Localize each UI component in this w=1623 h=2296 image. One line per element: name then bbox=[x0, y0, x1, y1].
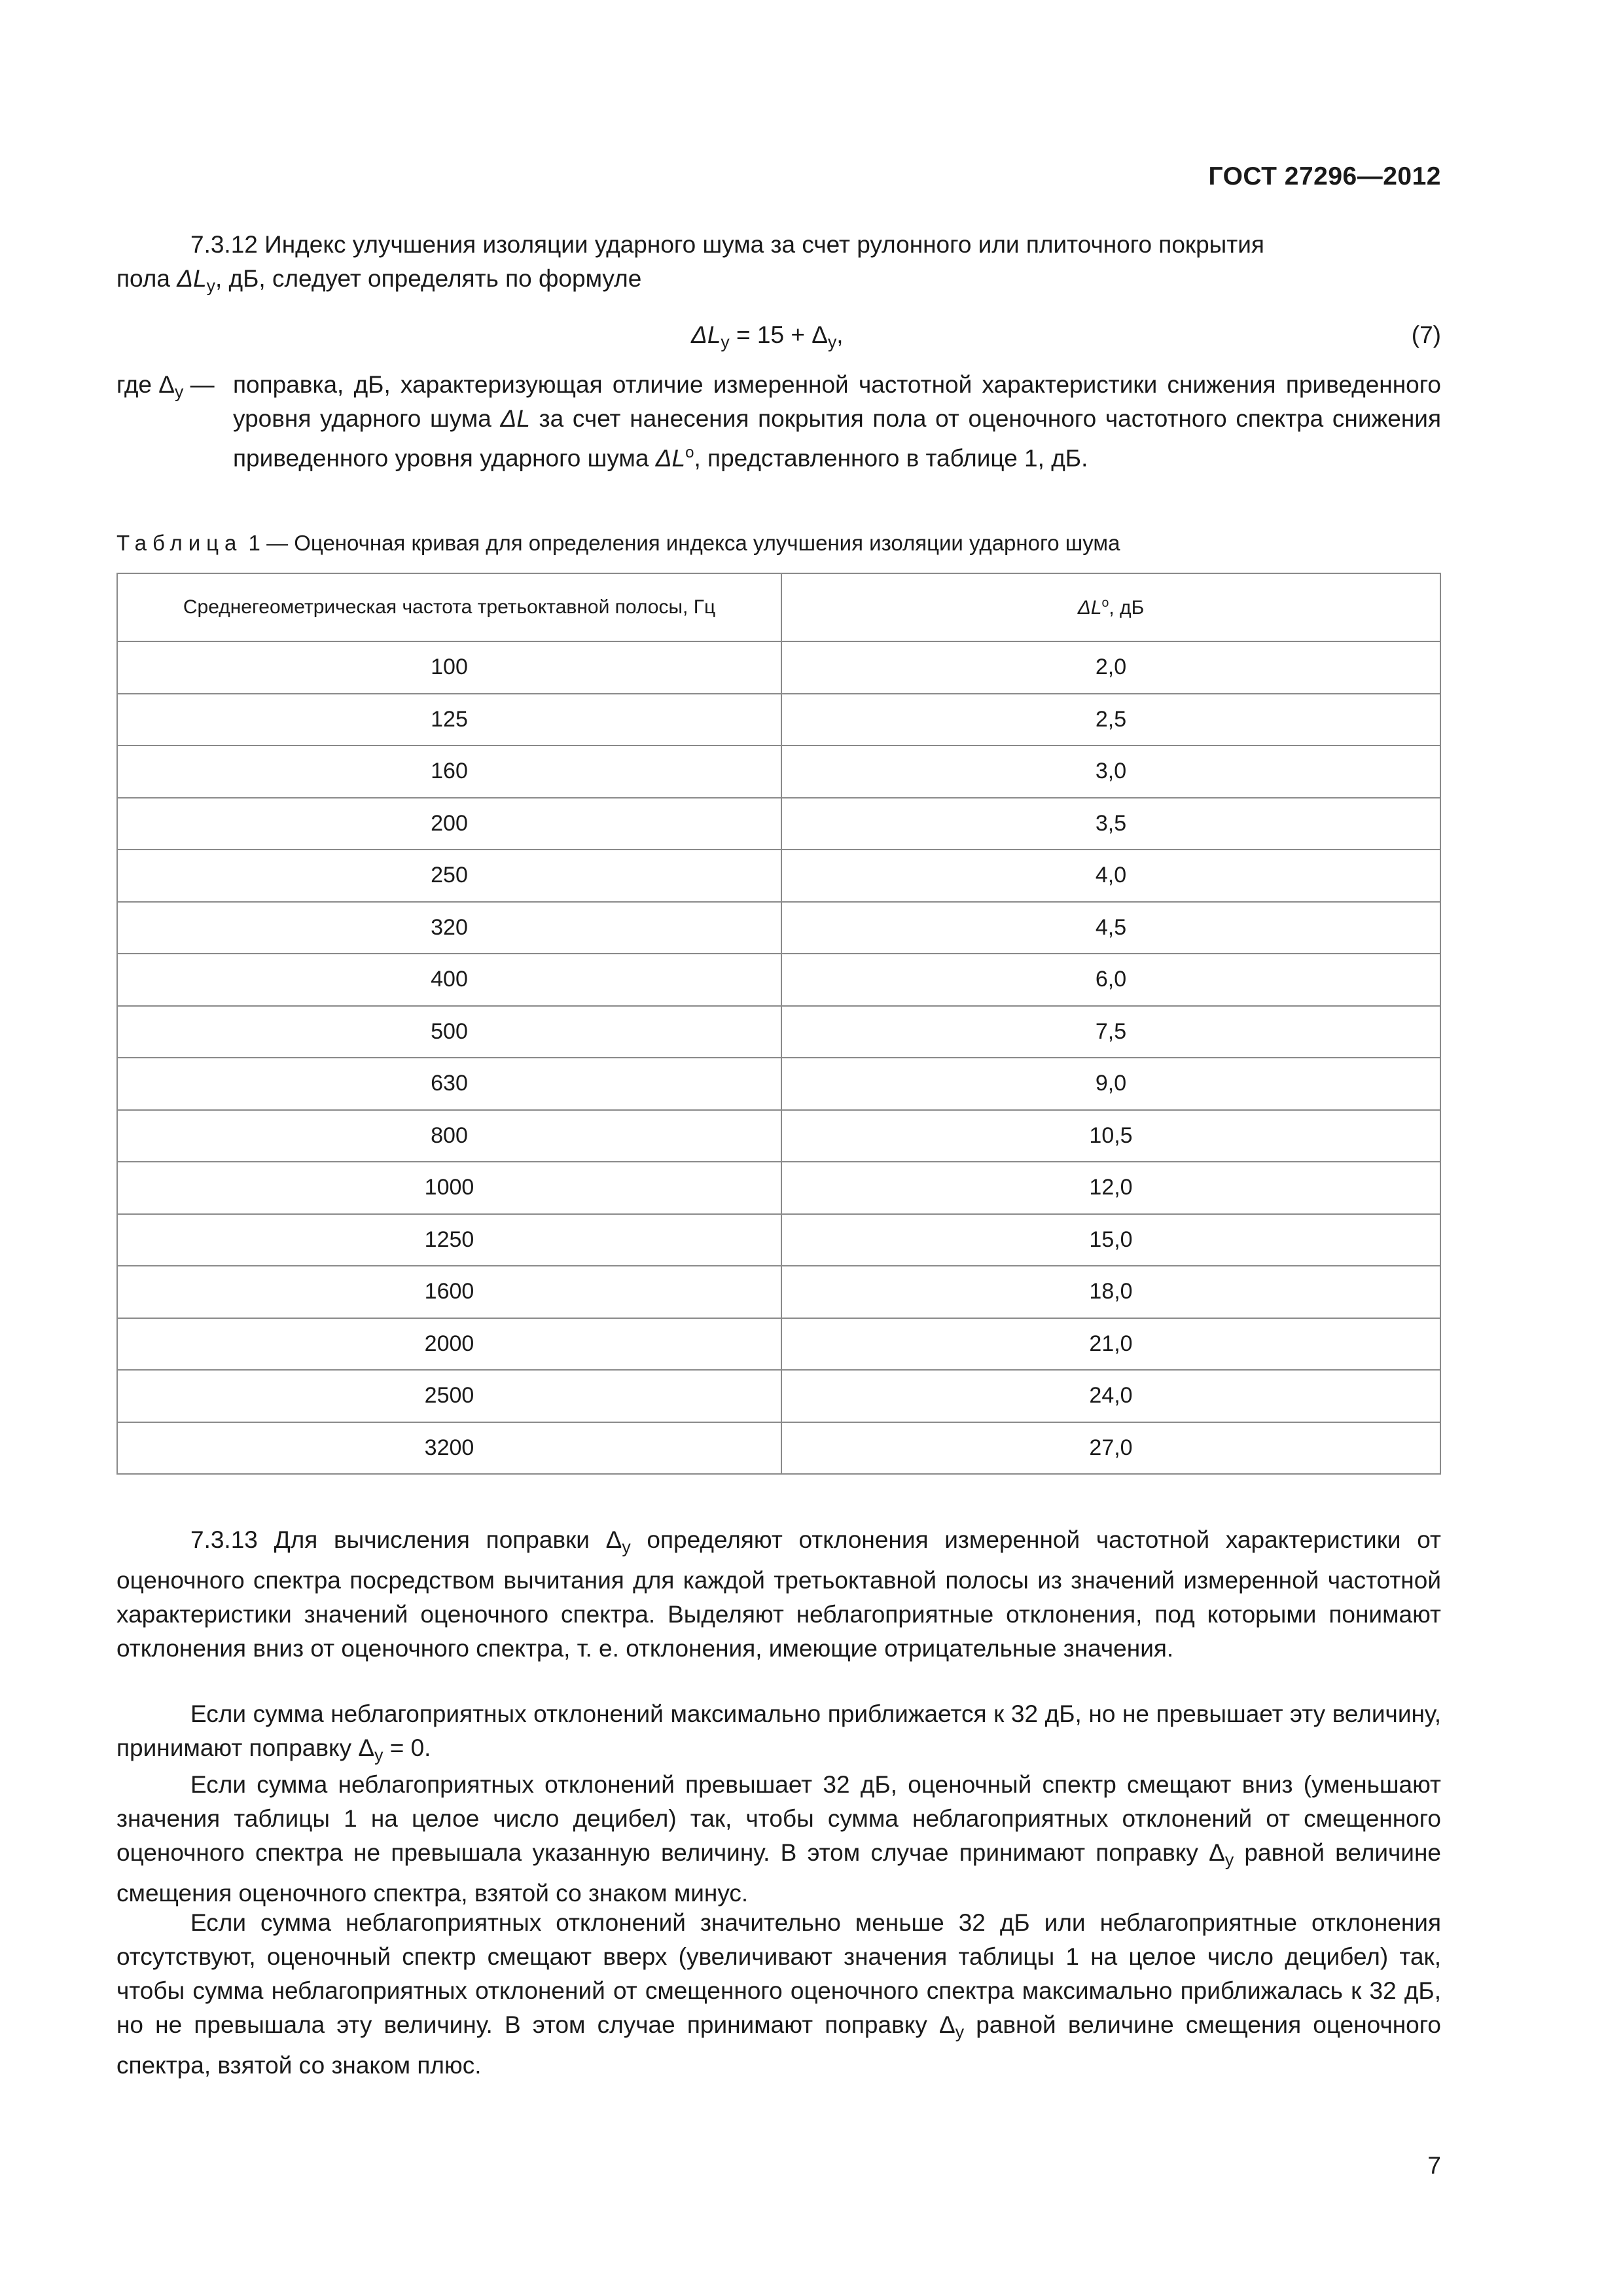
table-caption bbox=[116, 529, 1120, 558]
paragraph-zero-correction bbox=[116, 1697, 1441, 1772]
formula-number: (7) bbox=[1411, 321, 1441, 348]
explanation-text: — bbox=[183, 371, 215, 398]
delta-symbol: ΔL bbox=[1077, 597, 1102, 619]
frequency-cell: 200 bbox=[117, 798, 781, 850]
explanation-lead bbox=[116, 368, 215, 408]
delta-symbol: ΔL bbox=[500, 405, 530, 432]
delta-l-value-cell: 4,5 bbox=[781, 902, 1440, 954]
delta-l-value-cell: 9,0 bbox=[781, 1058, 1440, 1110]
explanation-text: где Δ bbox=[116, 371, 175, 398]
frequency-cell: 1000 bbox=[117, 1162, 781, 1214]
frequency-cell: 125 bbox=[117, 694, 781, 746]
table-header-row bbox=[117, 573, 1440, 641]
delta-l-value-cell: 12,0 bbox=[781, 1162, 1440, 1214]
table-row bbox=[117, 1318, 1440, 1371]
table-caption-word: Таблица bbox=[116, 531, 243, 555]
delta-l-value-cell: 10,5 bbox=[781, 1110, 1440, 1162]
formula-explanation bbox=[116, 368, 1441, 475]
subscript: у bbox=[374, 1745, 383, 1765]
paragraph-7-3-12 bbox=[116, 228, 1441, 302]
paragraph-text: равной величине смещения оценочного спектра, взятой со знаком плюс. bbox=[116, 2011, 1441, 2079]
frequency-cell: 400 bbox=[117, 954, 781, 1006]
table-row bbox=[117, 798, 1440, 850]
delta-l-value-cell: 7,5 bbox=[781, 1006, 1440, 1058]
page-number: 7 bbox=[1427, 2152, 1441, 2179]
frequency-cell: 1600 bbox=[117, 1266, 781, 1318]
delta-l-value-cell: 3,0 bbox=[781, 745, 1440, 798]
explanation-text: , представленного в таблице 1, дБ. bbox=[694, 444, 1088, 472]
paragraph-text: Если сумма неблагоприятных отклонений значительно меньше 32 дБ или неблагоприятные отклонения отсутствуют, оценочный спектр смещают вверх (увеличивают значения таблицы 1 на целое число децибел) так, чтобы сумма неблагоприятных отклонений от смещенного оценочного спектра максимально приближалась к 32 дБ, но не превышала эту величину. В этом случае принимают поправку Δ bbox=[116, 1909, 1441, 2038]
delta-l-value-cell: 27,0 bbox=[781, 1422, 1440, 1475]
delta-l-value-cell: 24,0 bbox=[781, 1370, 1440, 1422]
table-row bbox=[117, 902, 1440, 954]
delta-l-value-cell: 15,0 bbox=[781, 1214, 1440, 1266]
formula-text: , bbox=[836, 321, 844, 348]
delta-l-value-cell: 2,0 bbox=[781, 641, 1440, 694]
formula-7 bbox=[116, 318, 1441, 352]
table-row bbox=[117, 641, 1440, 694]
frequency-cell: 2000 bbox=[117, 1318, 781, 1371]
delta-l-value-cell: 6,0 bbox=[781, 954, 1440, 1006]
formula-text: = 15 + bbox=[729, 321, 812, 348]
frequency-cell: 2500 bbox=[117, 1370, 781, 1422]
subscript: у bbox=[622, 1537, 631, 1557]
header-unit: , дБ bbox=[1109, 597, 1145, 619]
paragraph-text: определяют отклонения измеренной частотной характеристики от оценочного спектра посредством вычитания для каждой третьоктавной полосы из значений измеренной частотной характеристики значений оценочного спектра. Выделяют неблагоприятные отклонения, под которыми понимают отклонения вниз от оценочного спектра, т. е. отклонения, имеющие отрицательные значения. bbox=[116, 1526, 1441, 1662]
frequency-cell: 320 bbox=[117, 902, 781, 954]
delta-symbol: ΔL bbox=[691, 321, 721, 348]
subscript: у bbox=[955, 2022, 965, 2042]
table-body bbox=[117, 641, 1440, 1474]
frequency-cell: 500 bbox=[117, 1006, 781, 1058]
delta-l-value-cell: 21,0 bbox=[781, 1318, 1440, 1371]
superscript: о bbox=[685, 444, 694, 461]
paragraph-text: Если сумма неблагоприятных отклонений максимально приближается к 32 дБ, но не превышает эту величину, принимают поправку Δ bbox=[116, 1700, 1441, 1761]
paragraph-text: , дБ, следует определять по формуле bbox=[215, 265, 642, 292]
table-1 bbox=[116, 573, 1441, 1475]
paragraph-7-3-13 bbox=[116, 1523, 1441, 1666]
frequency-cell: 100 bbox=[117, 641, 781, 694]
table-row bbox=[117, 1266, 1440, 1318]
document-page bbox=[116, 0, 1441, 2296]
table-row bbox=[117, 694, 1440, 746]
table-row bbox=[117, 954, 1440, 1006]
table-row bbox=[117, 1110, 1440, 1162]
table-row bbox=[117, 1214, 1440, 1266]
paragraph-text: пола bbox=[116, 265, 177, 292]
frequency-cell: 3200 bbox=[117, 1422, 781, 1475]
explanation-body bbox=[233, 368, 1441, 475]
subscript: у bbox=[1224, 1850, 1234, 1870]
paragraph-positive-correction bbox=[116, 1906, 1441, 2083]
paragraph-text: 7.3.13 Для вычисления поправки Δ bbox=[190, 1526, 622, 1553]
subscript: у bbox=[175, 382, 184, 402]
frequency-cell: 800 bbox=[117, 1110, 781, 1162]
table-row bbox=[117, 1006, 1440, 1058]
table-row bbox=[117, 850, 1440, 902]
subscript: у bbox=[827, 332, 837, 352]
delta-l-value-cell: 4,0 bbox=[781, 850, 1440, 902]
delta-l-value-cell: 18,0 bbox=[781, 1266, 1440, 1318]
superscript: о bbox=[1101, 596, 1109, 610]
table-row bbox=[117, 1422, 1440, 1475]
paragraph-text: 7.3.12 Индекс улучшения изоляции ударного шума за счет рулонного или плиточного покрытия bbox=[190, 231, 1264, 258]
delta-l-value-cell: 3,5 bbox=[781, 798, 1440, 850]
subscript: у bbox=[721, 332, 730, 352]
explanation-text: за счет нанесения покрытия пола от оценочного частотного спектра снижения приведенного уровня ударного шума bbox=[233, 405, 1441, 472]
frequency-cell: 250 bbox=[117, 850, 781, 902]
frequency-cell: 160 bbox=[117, 745, 781, 798]
paragraph-text: = 0. bbox=[383, 1734, 431, 1761]
delta-symbol: ΔL bbox=[177, 265, 207, 292]
column-header-frequency: Среднегеометрическая частота третьоктавной полосы, Гц bbox=[117, 573, 781, 641]
paragraph-negative-correction bbox=[116, 1768, 1441, 1910]
table-row bbox=[117, 1162, 1440, 1214]
explanation-text: поправка, дБ, характеризующая отличие измеренной частотной характеристики снижения приведенного уровня ударного шума bbox=[233, 371, 1441, 432]
document-code-header: ГОСТ 27296—2012 bbox=[1208, 162, 1441, 190]
paragraph-line bbox=[116, 262, 641, 302]
table-row bbox=[117, 745, 1440, 798]
delta-l-value-cell: 2,5 bbox=[781, 694, 1440, 746]
delta-symbol: ΔL bbox=[655, 444, 686, 472]
table-caption-text: 1 — Оценочная кривая для определения индекса улучшения изоляции ударного шума bbox=[242, 531, 1120, 555]
table-row bbox=[117, 1370, 1440, 1422]
frequency-cell: 630 bbox=[117, 1058, 781, 1110]
delta-symbol: Δ bbox=[812, 321, 828, 348]
subscript: у bbox=[206, 276, 215, 296]
column-header-delta-l bbox=[781, 573, 1440, 641]
paragraph-text: равной величине смещения оценочного спектра, взятой со знаком минус. bbox=[116, 1839, 1441, 1907]
formula-expression bbox=[691, 318, 844, 359]
table-row bbox=[117, 1058, 1440, 1110]
frequency-cell: 1250 bbox=[117, 1214, 781, 1266]
paragraph-text: Если сумма неблагоприятных отклонений превышает 32 дБ, оценочный спектр смещают вниз (уменьшают значения таблицы 1 на целое число децибел) так, чтобы сумма неблагоприятных отклонений от смещенного оценочного спектра не превышала указанную величину. В этом случае принимают поправку Δ bbox=[116, 1771, 1441, 1866]
